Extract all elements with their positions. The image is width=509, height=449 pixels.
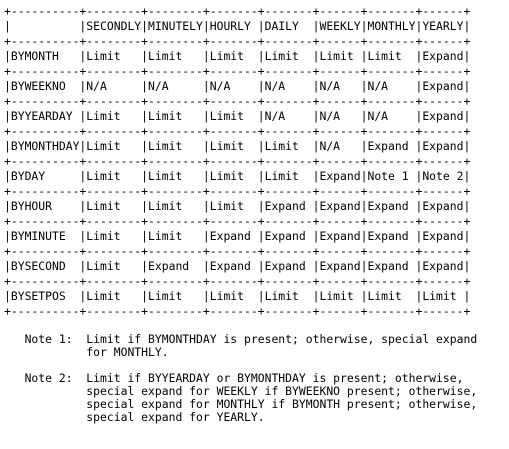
table-header-row: | |SECONDLY|MINUTELY|HOURLY |DAILY |WEEKLY|MONTHLY|YEARLY| [4,19,471,33]
table-border-line: +----------+--------+--------+-------+-------+------+-------+------+ [4,4,471,18]
table-row: |BYSECOND |Limit |Expand |Expand |Expand |Expand|Expand |Expand| [4,259,471,273]
table-row: |BYYEARDAY |Limit |Limit |Limit |N/A |N/A |N/A |Expand| [4,109,471,123]
table-border-line: +----------+--------+--------+-------+-------+------+-------+------+ [4,94,471,108]
table-border-line: +----------+--------+--------+-------+-------+------+-------+------+ [4,34,471,48]
table-row: |BYMINUTE |Limit |Limit |Expand |Expand |Expand|Expand |Expand| [4,229,471,243]
table-border-line: +----------+--------+--------+-------+-------+------+-------+------+ [4,304,471,318]
note-line: Note 1: Limit if BYMONTHDAY is present; otherwise, special expand [4,332,478,346]
table-row: |BYWEEKNO |N/A |N/A |N/A |N/A |N/A |N/A |Expand| [4,79,471,93]
table-row: |BYDAY |Limit |Limit |Limit |Limit |Expand|Note 1 |Note 2| [4,169,471,183]
note-line: special expand for MONTHLY if BYMONTH present; otherwise, [4,397,478,411]
note-line: special expand for WEEKLY if BYWEEKNO present; otherwise, [4,384,478,398]
table-border-line: +----------+--------+--------+-------+-------+------+-------+------+ [4,244,471,258]
table-border-line: +----------+--------+--------+-------+-------+------+-------+------+ [4,274,471,288]
table-row: |BYMONTHDAY|Limit |Limit |Limit |Limit |N/A |Expand |Expand| [4,139,471,153]
table-border-line: +----------+--------+--------+-------+-------+------+-------+------+ [4,64,471,78]
note-line: for MONTHLY. [4,345,169,359]
table-row: |BYSETPOS |Limit |Limit |Limit |Limit |Limit |Limit |Limit | [4,289,471,303]
table-row: |BYHOUR |Limit |Limit |Limit |Expand |Expand|Expand |Expand| [4,199,471,213]
table-border-line: +----------+--------+--------+-------+-------+------+-------+------+ [4,214,471,228]
table-border-line: +----------+--------+--------+-------+-------+------+-------+------+ [4,124,471,138]
note-line: special expand for YEARLY. [4,410,265,424]
table-border-line: +----------+--------+--------+-------+-------+------+-------+------+ [4,154,471,168]
rrule-expansion-table [4,4,470,319]
table-border-line: +----------+--------+--------+-------+-------+------+-------+------+ [4,184,471,198]
table-notes [4,333,477,424]
note-line: Note 2: Limit if BYYEARDAY or BYMONTHDAY is present; otherwise, [4,371,464,385]
table-row: |BYMONTH |Limit |Limit |Limit |Limit |Limit |Limit |Expand| [4,49,471,63]
